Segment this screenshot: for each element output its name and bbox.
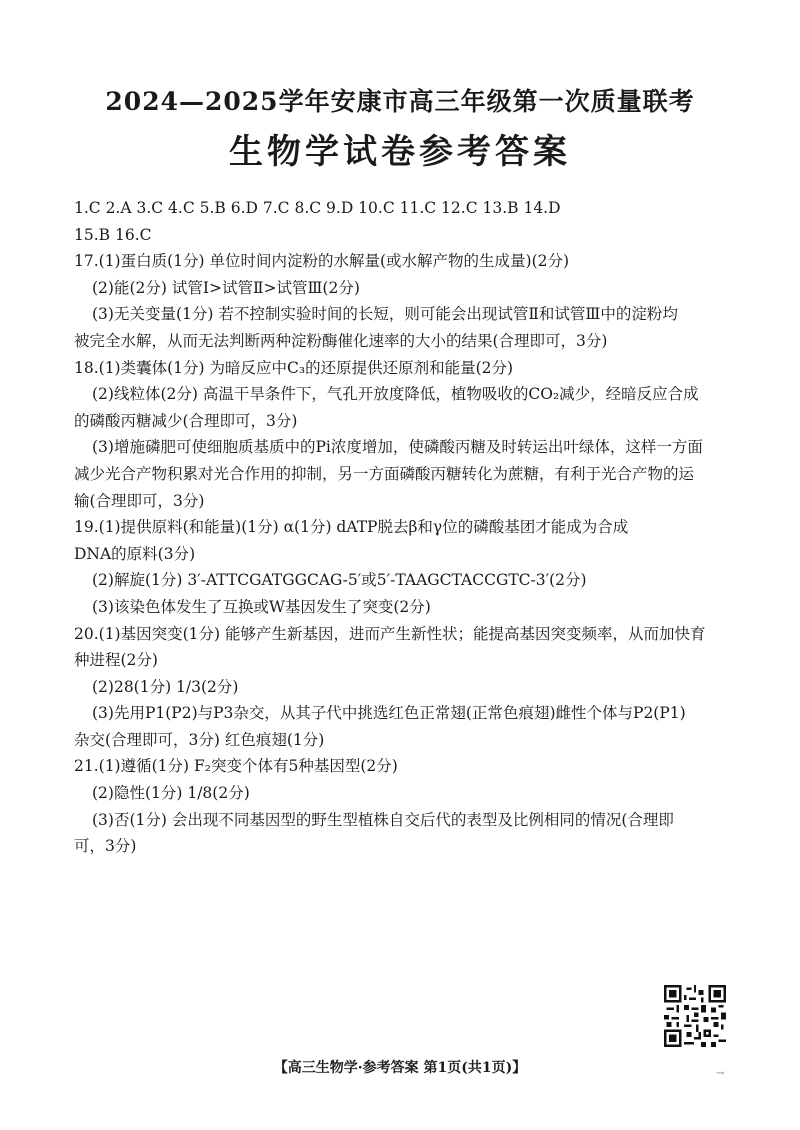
answer-line: 减少光合产物积累对光合作用的抑制，另一方面磷酸丙糖转化为蔗糖，有利于光合产物的运	[74, 464, 695, 483]
answer-line: (3)先用P1(P2)与P3杂交，从其子代中挑选红色正常翅(正常色痕翅)雌性个体与P2(P1)	[92, 704, 686, 723]
answer-line: 1.C 2.A 3.C 4.C 5.B 6.D 7.C 8.C 9.D 10.C 11.C 12.C 13.B 14.D	[74, 199, 561, 217]
answer-line: (2)能(2分) 试管Ⅰ>试管Ⅱ>试管Ⅲ(2分)	[92, 278, 360, 297]
answer-line: (3)无关变量(1分) 若不控制实验时间的长短，则可能会出现试管Ⅱ和试管Ⅲ中的淀粉均	[92, 305, 678, 324]
answer-line: (3)增施磷肥可使细胞质基质中的Pi浓度增加，使磷酸丙糖及时转运出叶绿体，这样一方面	[92, 438, 703, 457]
answer-line: 输(合理即可，3分)	[74, 491, 205, 510]
answer-line: 17.(1)蛋白质(1分) 单位时间内淀粉的水解量(或水解产物的生成量)(2分)	[74, 252, 570, 271]
answer-line: 杂交(合理即可，3分) 红色痕翅(1分)	[74, 730, 325, 749]
answer-line: 被完全水解，从而无法判断两种淀粉酶催化速率的大小的结果(合理即可，3分)	[74, 331, 608, 350]
answer-line: 15.B 16.C	[74, 225, 152, 244]
answer-line: 18.(1)类囊体(1分) 为暗反应中C₃的还原提供还原剂和能量(2分)	[74, 358, 514, 377]
document-subtitle: 生物学试卷参考答案	[229, 132, 571, 172]
page-mark-icon: →	[716, 1068, 725, 1079]
page-footer: 【高三生物学·参考答案 第1页(共1页)】	[273, 1060, 527, 1076]
answer-body	[74, 195, 734, 860]
answer-line: DNA的原料(3分)	[74, 544, 196, 563]
answer-line: (2)线粒体(2分) 高温干旱条件下，气孔开放度降低，植物吸收的CO₂减少，经暗反应合成	[92, 385, 699, 404]
answer-line: (2)解旋(1分) 3′-ATTCGATGGCAG-5′或5′-TAAGCTACCGTC-3′(2分)	[92, 571, 587, 590]
answer-line: 21.(1)遵循(1分) F₂突变个体有5种基因型(2分)	[74, 757, 398, 776]
answer-line: (2)28(1分) 1/3(2分)	[92, 677, 239, 696]
answer-line: 19.(1)提供原料(和能量)(1分) α(1分) dATP脱去β和γ位的磷酸基团才能成为合成	[74, 518, 629, 537]
answer-line: 种进程(2分)	[74, 651, 158, 670]
answer-line: (3)该染色体发生了互换或W基因发生了突变(2分)	[92, 597, 431, 616]
answer-line: 的磷酸丙糖减少(合理即可，3分)	[74, 411, 298, 430]
answer-line: (3)否(1分) 会出现不同基因型的野生型植株自交后代的表型及比例相同的情况(合理即	[92, 810, 674, 829]
answer-line: 可，3分)	[74, 837, 137, 856]
answer-line: (2)隐性(1分) 1/8(2分)	[92, 784, 250, 803]
qr-code-icon[interactable]	[664, 985, 726, 1047]
exam-title: 2024—2025学年安康市高三年级第一次质量联考	[105, 87, 695, 116]
answer-line: 20.(1)基因突变(1分) 能够产生新基因，进而产生新性状；能提高基因突变频率，从而加快育	[74, 624, 706, 643]
